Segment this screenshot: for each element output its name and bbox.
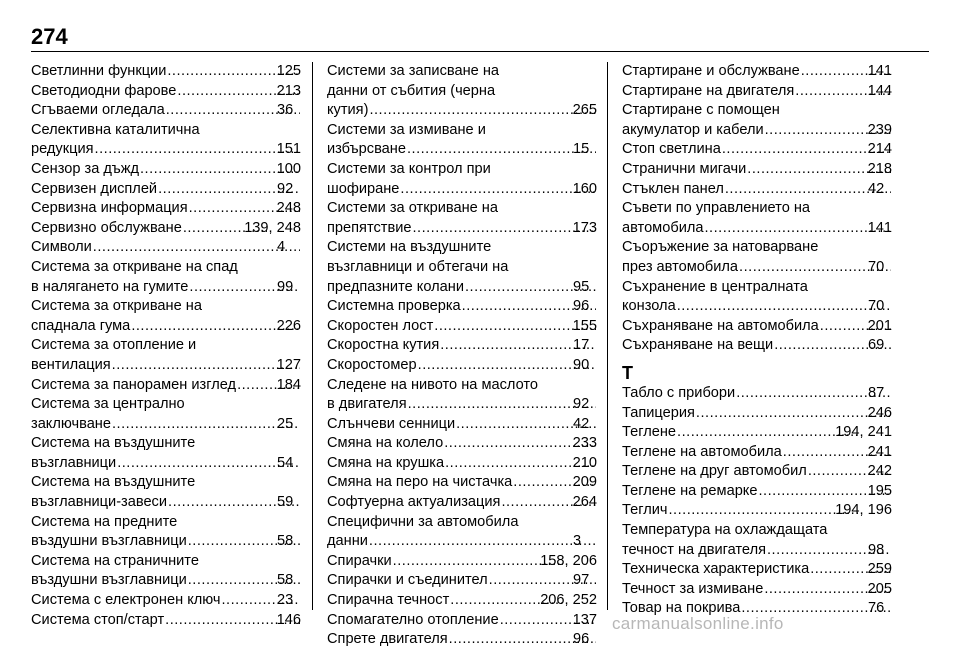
- index-entry: Съхранение в централната конзола ..... 70: [622, 278, 892, 317]
- index-entry-text: Спрете двигателя: [351, 630, 448, 650]
- index-entry: [327, 493, 597, 513]
- index-entry-text: Скоростен лост: [351, 317, 433, 337]
- index-entry: [327, 473, 597, 493]
- index-entry-text: Спомагателно отопление: [351, 611, 499, 631]
- index-entry: Системна проверка ..... 96: [327, 297, 597, 317]
- index-entry-text: Теглене на ремарке: [646, 482, 757, 502]
- index-entry: [622, 423, 892, 443]
- index-column-1: [31, 62, 301, 630]
- index-entry: [31, 121, 301, 160]
- index-entry: Товар на покрива ..... 76: [622, 599, 892, 619]
- index-entry-text: Светлинни функции: [55, 62, 166, 82]
- index-entry: Система на въздушните възглавници ..... 54: [31, 434, 301, 473]
- index-entry-text: шофиране: [351, 180, 399, 200]
- index-entry-text: Съхраняване на автомобила: [646, 317, 819, 337]
- index-entry-text: Стоп светлина: [646, 140, 721, 160]
- index-entry: [622, 462, 892, 482]
- index-entry: Слънчеви сенници ..... 42: [327, 415, 597, 435]
- index-entry-text: автомобила: [646, 219, 703, 239]
- index-entry-text: Теглич: [646, 501, 667, 521]
- index-entry: Сгъваеми огледала ..... 36: [31, 101, 301, 121]
- dot-leader: [140, 160, 300, 180]
- index-entry: Система с електронен ключ ..... 23: [31, 591, 301, 611]
- index-entry-text: Светодиодни фарове: [55, 82, 176, 102]
- index-entry-text: конзола: [646, 297, 676, 317]
- index-entry: [31, 199, 301, 219]
- index-entry-text: Спирачки: [351, 552, 392, 572]
- index-entry: [622, 317, 892, 337]
- index-entry: Система на въздушните възглавници-завеси ..... 59: [31, 473, 301, 512]
- dot-leader: [722, 140, 891, 160]
- index-entry: [622, 160, 892, 180]
- index-entry-text: данни от събития (черна: [351, 82, 597, 102]
- index-entry-text: Съвети по управлението на: [646, 199, 892, 219]
- index-entry-text: данни: [351, 532, 368, 552]
- index-entry: Спирачки и съединител ..... 97: [327, 571, 597, 591]
- index-page-ref: 139, 248: [268, 219, 301, 239]
- index-entry: [622, 101, 892, 140]
- index-entry-text: Стартиране на двигателя: [646, 82, 794, 102]
- index-column-2: [327, 62, 597, 650]
- index-entry-text: Смяна на колело: [351, 434, 443, 454]
- index-page-ref: 194, 196: [859, 501, 892, 521]
- index-entry-text: Съоръжение за натоварване: [646, 238, 892, 258]
- index-entry: Символи ..... 4: [31, 238, 301, 258]
- dot-leader: [408, 395, 596, 415]
- index-entry-text: Температура на охлаждащата: [646, 521, 892, 541]
- index-entry: [327, 317, 597, 337]
- index-entry: Съхраняване на вещи ..... 69: [622, 336, 892, 356]
- index-entry-text: Табло с прибори: [646, 384, 735, 404]
- dot-leader: [725, 180, 891, 200]
- index-entry: [622, 580, 892, 600]
- index-entry: Система на предните въздушни възглавници ..... 58: [31, 513, 301, 552]
- dot-leader: [668, 501, 858, 521]
- index-entry-text: Селективна каталитична: [55, 121, 301, 141]
- index-column-3: [622, 62, 892, 619]
- index-entry-text: Системи на въздушните: [351, 238, 597, 258]
- index-entry-text: Системи за контрол при: [351, 160, 597, 180]
- dot-leader: [418, 356, 596, 376]
- index-entry-text: Течност за измиване: [646, 580, 763, 600]
- index-entry: [327, 199, 597, 238]
- index-entry-text: Стартиране и обслужване: [646, 62, 800, 82]
- index-entry-text: Смяна на перо на чистачка: [351, 473, 512, 493]
- index-entry: [31, 82, 301, 102]
- index-entry-text: Система стоп/старт: [55, 611, 164, 631]
- index-entry-text: Сгъваеми огледала: [55, 101, 165, 121]
- dot-leader: [704, 219, 890, 239]
- index-letter-heading: Т: [622, 362, 892, 384]
- index-entry: Сервизен дисплей ..... 92: [31, 180, 301, 200]
- index-entry-text: Товар на покрива: [646, 599, 740, 619]
- index-entry-text: кутия): [351, 101, 368, 121]
- index-entry: Табло с прибори ..... 87: [622, 384, 892, 404]
- index-entry: Системи за измиване и избърсване ..... 15: [327, 121, 597, 160]
- index-entry: [327, 62, 597, 121]
- index-entry: [327, 434, 597, 454]
- index-entry-text: Система на въздушните: [55, 434, 301, 454]
- index-entry: [622, 82, 892, 102]
- index-entry-text: Стъклен панел: [646, 180, 724, 200]
- column-divider-2: [607, 62, 608, 610]
- index-entry: [622, 501, 892, 521]
- dot-leader: [117, 454, 300, 474]
- index-page-ref: 194, 241: [859, 423, 892, 443]
- index-entry-text: през автомобила: [646, 258, 738, 278]
- index-entry: [31, 160, 301, 180]
- index-entry-text: въздушни възглавници: [55, 571, 187, 591]
- index-entry: [622, 404, 892, 424]
- index-entry-text: Система за централно: [55, 395, 301, 415]
- index-entry-text: Система за откриване на: [55, 297, 301, 317]
- index-entry-text: Техническа характеристика: [646, 560, 809, 580]
- index-entry-text: възглавници и обтегачи на: [351, 258, 597, 278]
- index-entry-text: заключване: [55, 415, 111, 435]
- index-entry: [622, 62, 892, 82]
- index-entry: Система на страничните въздушни възглавници ..... 58: [31, 552, 301, 591]
- index-entry-text: Смяна на крушка: [351, 454, 444, 474]
- index-entry: [622, 443, 892, 463]
- index-entry: Следене на нивото на маслото в двигателя ..... 92: [327, 376, 597, 415]
- dot-leader: [112, 356, 300, 376]
- page-number: 274: [31, 22, 68, 52]
- index-entry: [31, 336, 301, 375]
- dot-leader: [95, 140, 300, 160]
- index-page-ref: 158, 206: [564, 552, 597, 572]
- index-entry-text: Съхранение в централната: [646, 278, 892, 298]
- index-page-ref: 206, 252: [564, 591, 597, 611]
- index-entry: Температура на охлаждащата течност на двигателя ..... 98: [622, 521, 892, 560]
- watermark: carmanualsonline.info: [612, 614, 784, 634]
- index-entry-text: препятствие: [351, 219, 411, 239]
- dot-leader: [131, 317, 299, 337]
- dot-leader: [412, 219, 595, 239]
- index-entry-text: Система за панорамен изглед: [55, 376, 236, 396]
- index-entry-text: Сервизна информация: [55, 199, 188, 219]
- index-entry: [327, 160, 597, 199]
- dot-leader: [696, 404, 891, 424]
- index-entry-text: Система с електронен ключ: [55, 591, 221, 611]
- index-entry-text: в двигателя: [351, 395, 407, 415]
- index-entry-text: възглавници-завеси: [55, 493, 167, 513]
- index-entry: Стъклен панел ..... 42: [622, 180, 892, 200]
- index-entry-text: Система за отопление и: [55, 336, 301, 356]
- index-entry-text: Символи: [55, 238, 92, 258]
- index-entry: Спрете двигателя ..... 96: [327, 630, 597, 650]
- index-entry-text: течност на двигателя: [646, 541, 766, 561]
- dot-leader: [677, 297, 891, 317]
- index-entry-text: Спирачна течност: [351, 591, 449, 611]
- index-entry-text: Съхраняване на вещи: [646, 336, 773, 356]
- index-entry: [327, 611, 597, 631]
- index-entry: [31, 297, 301, 336]
- index-entry-text: Сервизно обслужване: [55, 219, 182, 239]
- index-entry: [31, 62, 301, 82]
- dot-leader: [677, 423, 858, 443]
- index-entry: [327, 591, 597, 611]
- index-entry: Специфични за автомобила данни ..... 3: [327, 513, 597, 552]
- index-entry-text: Системи за откриване на: [351, 199, 597, 219]
- dot-leader: [407, 140, 596, 160]
- index-entry-text: Слънчеви сенници: [351, 415, 455, 435]
- index-entry-text: Софтуерна актуализация: [351, 493, 500, 513]
- index-entry-text: Система на предните: [55, 513, 301, 533]
- index-entry-text: избърсване: [351, 140, 406, 160]
- index-entry: [31, 219, 301, 239]
- index-entry: [31, 611, 301, 631]
- dot-leader: [400, 180, 595, 200]
- index-entry-text: спаднала гума: [55, 317, 130, 337]
- index-entry-text: редукция: [55, 140, 94, 160]
- index-entry-text: Тапицерия: [646, 404, 695, 424]
- dot-leader: [434, 317, 595, 337]
- index-entry-text: предпазните колани: [351, 278, 464, 298]
- dot-leader: [369, 532, 596, 552]
- index-entry-text: Скоростомер: [351, 356, 417, 376]
- index-entry-text: Стартиране с помощен: [646, 101, 892, 121]
- index-entry-text: Теглене на друг автомобил: [646, 462, 807, 482]
- index-entry-text: Теглене: [646, 423, 676, 443]
- index-entry-text: Странични мигачи: [646, 160, 746, 180]
- index-entry: Скоростна кутия ..... 17: [327, 336, 597, 356]
- index-entry: [31, 376, 301, 396]
- index-entry-text: Система на въздушните: [55, 473, 301, 493]
- index-entry: Скоростомер ..... 90: [327, 356, 597, 376]
- index-entry-text: възглавници: [55, 454, 116, 474]
- index-entry: [622, 560, 892, 580]
- header-rule: [31, 51, 929, 52]
- dot-leader: [112, 415, 300, 435]
- index-entry-text: въздушни възглавници: [55, 532, 187, 552]
- index-entry: Съоръжение за натоварване през автомобила ..... 70: [622, 238, 892, 277]
- index-entry-text: Спирачки и съединител: [351, 571, 488, 591]
- dot-leader: [369, 101, 595, 121]
- dot-leader: [93, 238, 300, 258]
- index-entry-text: Теглене на автомобила: [646, 443, 782, 463]
- index-entry: Системи на въздушните възглавници и обтегачи на предпазните колани ..... 95: [327, 238, 597, 297]
- index-entry-text: Системи за измиване и: [351, 121, 597, 141]
- index-entry: [622, 199, 892, 238]
- index-entry: Система за откриване на спад в налягането на гумите ..... 99: [31, 258, 301, 297]
- index-entry: [327, 454, 597, 474]
- index-entry: [622, 140, 892, 160]
- index-entry-text: акумулатор и кабели: [646, 121, 764, 141]
- index-entry-text: Системна проверка: [351, 297, 461, 317]
- index-entry: [327, 552, 597, 572]
- index-entry-text: Сензор за дъжд: [55, 160, 139, 180]
- index-entry-text: Специфични за автомобила: [351, 513, 597, 533]
- index-entry-text: Скоростна кутия: [351, 336, 439, 356]
- index-entry: [622, 482, 892, 502]
- index-entry-text: Системи за записване на: [351, 62, 597, 82]
- index-entry-text: в налягането на гумите: [55, 278, 188, 298]
- column-divider-1: [312, 62, 313, 610]
- index-entry-text: Система за откриване на спад: [55, 258, 301, 278]
- index-entry-text: Следене на нивото на маслото: [351, 376, 597, 396]
- index-entry: Система за централно заключване ..... 25: [31, 395, 301, 434]
- index-entry-text: вентилация: [55, 356, 111, 376]
- dot-leader: [393, 552, 564, 572]
- index-entry-text: Система на страничните: [55, 552, 301, 572]
- index-entry-text: Сервизен дисплей: [55, 180, 157, 200]
